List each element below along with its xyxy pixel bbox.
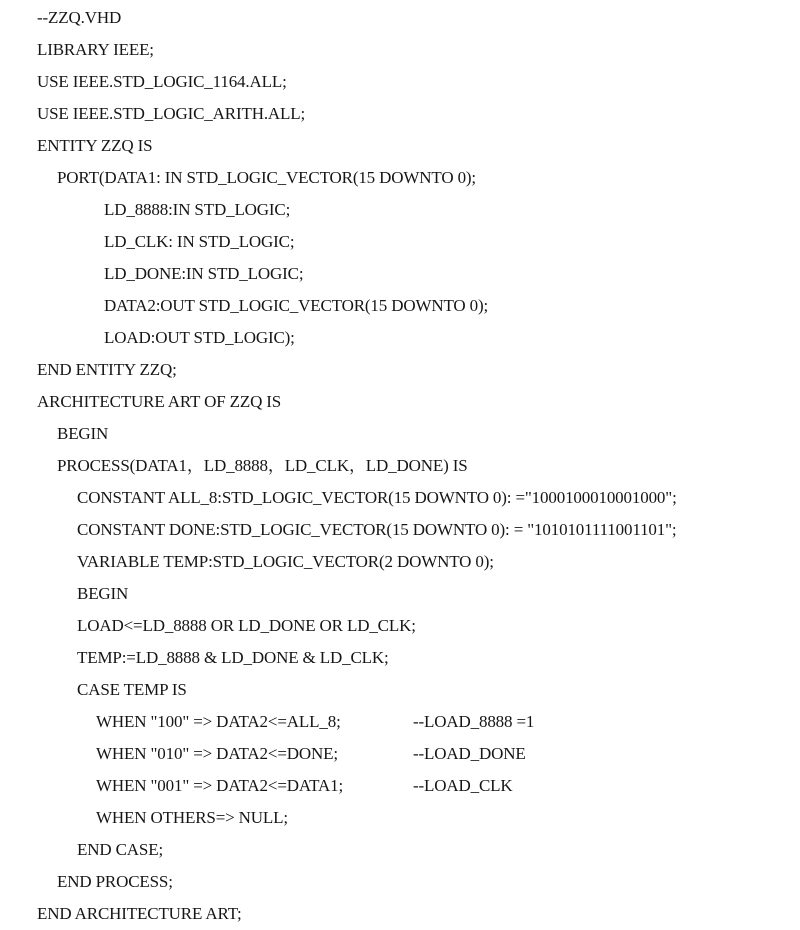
code-comment: --LOAD_DONE (413, 744, 526, 763)
code-comment: --LOAD_8888 =1 (413, 712, 535, 731)
vhdl-code-listing: --ZZQ.VHD LIBRARY IEEE; USE IEEE.STD_LOGIC_1164.ALL; USE IEEE.STD_LOGIC_ARITH.ALL; ENTITY ZZQ IS PORT(DATA1: IN STD_LOGIC_VECTOR(15 DOWNTO 0); LD_8888:IN STD_LOGIC; LD_CLK: IN STD_LOGIC; LD_DONE:IN STD_LOGIC; DATA2:OUT STD_LOGIC_VECTOR(15 DOWNTO 0); LOAD:OUT STD_LOGIC); END ENTITY ZZQ; ARCHITECTURE ART OF ZZQ IS BEGIN PROCESS(DATA1，LD_8888，LD_CLK，LD_DONE) IS CONSTANT ALL_8:STD_LOGIC_VECTOR(15 DOWNTO 0): ="1000100010001000"; CONSTANT DONE:STD_LOGIC_VECTOR(15 DOWNTO 0): = "1010101111001101"; VARIABLE TEMP:STD_LOGIC_VECTOR(2 DOWNTO 0); BEGIN LOAD<=LD_8888 OR LD_DONE OR LD_CLK; TEMP:=LD_8888 & LD_DONE & LD_CLK; CASE TEMP IS WHEN "100" => DATA2<=ALL_8; --LOAD_8888 =1 WHEN "010" => DATA2<=DONE; --LOAD_DONE WHEN "001" => DATA2<=DATA1; --LOAD_CLK WHEN OTHERS=> NULL; END CASE; END PROCESS; END ARCHITECTURE ART; (37, 8, 677, 923)
code-comment: --LOAD_CLK (413, 776, 513, 795)
